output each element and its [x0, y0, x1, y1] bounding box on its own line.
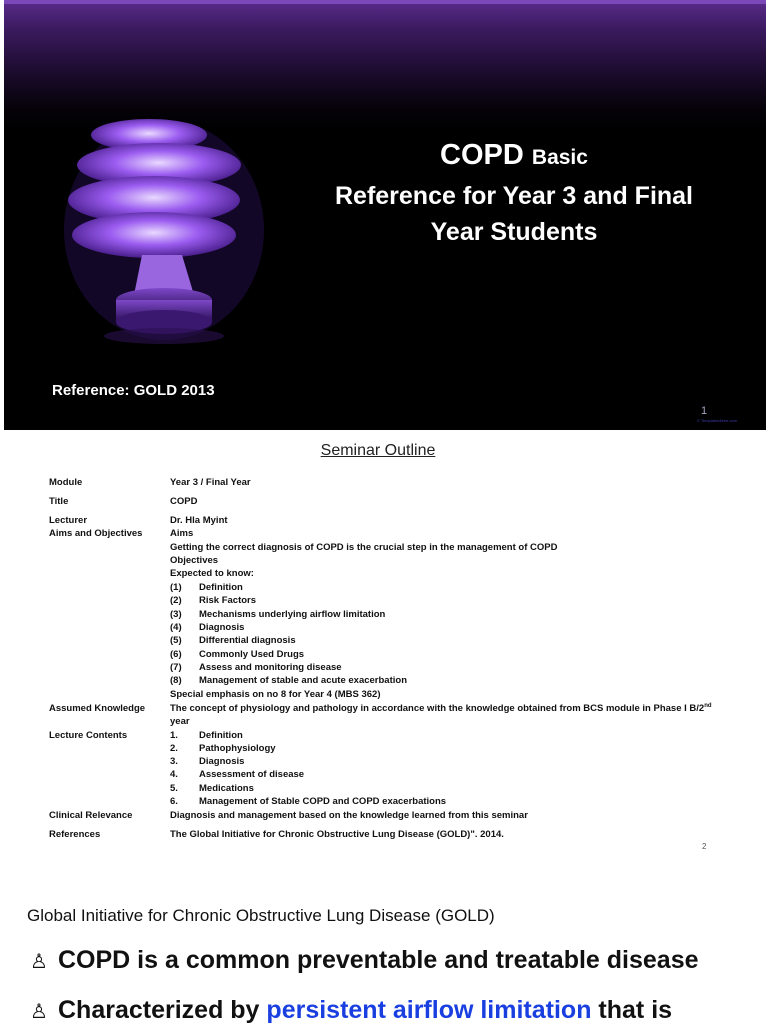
clinical-label: Clinical Relevance: [49, 810, 133, 821]
outline-heading: Seminar Outline: [320, 442, 436, 459]
objective-text: Assess and monitoring disease: [199, 662, 342, 673]
content-item: [170, 769, 304, 780]
gold-heading: Global Initiative for Chronic Obstructive Lung Disease (GOLD): [27, 906, 495, 925]
content-item: [170, 743, 276, 754]
objective-item: [170, 595, 256, 606]
bullet-highlight: persistent airflow limitation: [266, 996, 592, 1024]
assumed-value-continued: year: [170, 716, 190, 727]
objective-text: Management of stable and acute exacerbation: [199, 675, 408, 686]
slide-title: [304, 135, 724, 250]
module-value: Year 3 / Final Year: [170, 477, 251, 488]
content-number: 1.: [170, 730, 178, 741]
slide-top-border: [4, 0, 766, 4]
content-item: [170, 796, 446, 807]
references-value: The Global Initiative for Chronic Obstructive Lung Disease (GOLD)". 2014.: [170, 829, 504, 840]
content-number: 4.: [170, 769, 178, 780]
contents-label: Lecture Contents: [49, 730, 128, 741]
objective-number: (6): [170, 649, 182, 660]
bullet-item: [30, 996, 672, 1025]
cfl-bulb-icon: [54, 110, 274, 350]
lecturer-label: Lecturer: [49, 515, 88, 526]
title-value: COPD: [170, 496, 198, 507]
assumed-superscript: nd: [704, 703, 712, 709]
objective-text: Diagnosis: [199, 622, 245, 633]
objective-text: Mechanisms underlying airflow limitation: [199, 609, 386, 620]
assumed-label: Assumed Knowledge: [49, 703, 146, 714]
meditating-figure-icon: ♙: [30, 1001, 48, 1023]
content-number: 3.: [170, 756, 178, 767]
seminar-outline-slide: [0, 430, 768, 870]
objective-text: Definition: [199, 582, 243, 593]
content-item: [170, 756, 244, 767]
aims-text: Getting the correct diagnosis of COPD is the crucial step in the management of COPD: [170, 542, 558, 553]
objective-item: [170, 622, 244, 633]
expected-line: Expected to know:: [170, 568, 254, 579]
content-number: 5.: [170, 783, 178, 794]
objective-item: [170, 662, 342, 673]
objective-item: [170, 582, 243, 593]
bullet-item: [30, 946, 699, 975]
objective-number: (2): [170, 595, 182, 606]
content-item: [170, 730, 243, 741]
references-label: References: [49, 829, 101, 840]
assumed-text: The concept of physiology and pathology in accordance with the knowledge obtained from BCS module in Phase I B/2: [170, 703, 705, 715]
objective-number: (5): [170, 635, 182, 646]
slide-number: 2: [702, 842, 707, 851]
reference-note: Reference: GOLD 2013: [52, 382, 215, 399]
aims-label: Aims and Objectives: [49, 528, 143, 539]
objective-item: [170, 675, 407, 686]
objective-item: [170, 649, 304, 660]
meditating-figure-icon: ♙: [30, 951, 48, 973]
lecturer-value: Dr. Hla Myint: [170, 515, 228, 526]
content-text: Management of Stable COPD and COPD exacerbations: [199, 796, 447, 807]
content-text: Definition: [199, 730, 243, 741]
objective-item: [170, 609, 385, 620]
objective-text: Differential diagnosis: [199, 635, 296, 646]
title-line-3: Year Students: [430, 218, 598, 246]
objective-text: Commonly Used Drugs: [199, 649, 305, 660]
objective-number: (4): [170, 622, 182, 633]
content-text: Pathophysiology: [199, 743, 276, 754]
clinical-value: Diagnosis and management based on the knowledge learned from this seminar: [170, 810, 528, 821]
objective-item: [170, 635, 296, 646]
content-text: Medications: [199, 783, 254, 794]
content-number: 6.: [170, 796, 178, 807]
aims-head: Aims: [170, 528, 194, 539]
gold-definition-slide: [0, 870, 768, 1024]
bullet-text-post: that is: [591, 996, 673, 1024]
content-item: [170, 783, 254, 794]
objective-number: (1): [170, 582, 182, 593]
slide-number: 1: [701, 405, 708, 417]
title-line-2: Reference for Year 3 and Final: [334, 182, 694, 210]
content-text: Assessment of disease: [199, 769, 305, 780]
objective-text: Risk Factors: [199, 595, 257, 606]
objective-number: (8): [170, 675, 182, 686]
content-number: 2.: [170, 743, 178, 754]
objective-number: (3): [170, 609, 182, 620]
title-sub: Basic: [531, 146, 588, 169]
bullet-text-pre: Characterized by: [58, 996, 267, 1024]
content-text: Diagnosis: [199, 756, 245, 767]
title-label: Title: [49, 496, 69, 507]
footer-tag: © Templates4free.com: [697, 418, 738, 423]
title-main: COPD: [440, 139, 524, 171]
bullet-text: COPD is a common preventable and treatable disease: [58, 946, 699, 974]
objectives-head: Objectives: [170, 555, 219, 566]
assumed-value: [170, 703, 712, 714]
emphasis-line: Special emphasis on no 8 for Year 4 (MBS 362): [170, 689, 381, 700]
module-label: Module: [49, 477, 83, 488]
objective-number: (7): [170, 662, 182, 673]
title-slide: [4, 0, 766, 430]
